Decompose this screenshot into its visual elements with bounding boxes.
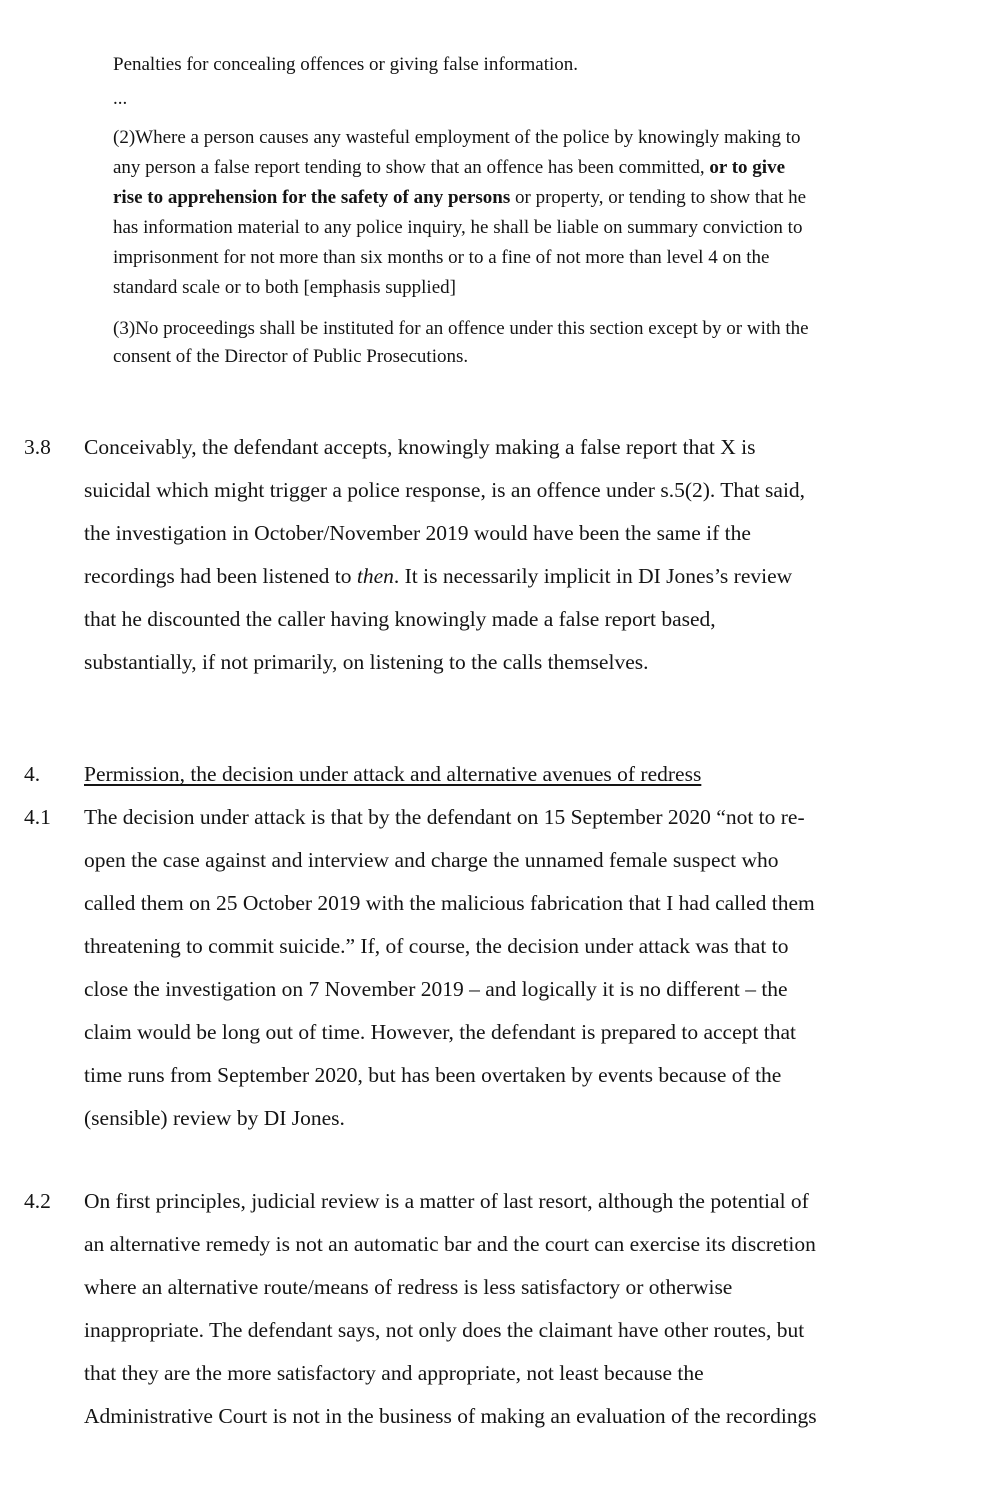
subsection-2-line: standard scale or to both [emphasis supplied]: [113, 277, 456, 298]
subsection-3-text: [113, 315, 943, 371]
subsection-2-plain: or property, or tending to show that he: [510, 187, 807, 208]
paragraph-number: 4.2: [24, 1189, 51, 1213]
paragraph-body: [84, 426, 936, 684]
paragraph-line: Conceivably, the defendant accepts, knowingly making a false report that X is: [84, 435, 756, 459]
subsection-3-line: (3)No proceedings shall be instituted for an offence under this section except by or with the: [113, 318, 809, 339]
subsection-2-line: (2)Where a person causes any wasteful employment of the police by knowingly making to: [113, 127, 801, 148]
statute-section-heading: [113, 50, 943, 80]
paragraph-line: that he discounted the caller having knowingly made a false report based,: [84, 607, 716, 631]
subsection-2-text: [113, 123, 943, 303]
paragraph-line: Administrative Court is not in the business of making an evaluation of the recordings: [84, 1404, 817, 1428]
paragraph-line: suicidal which might trigger a police response, is an offence under s.5(2). That said,: [84, 478, 806, 502]
subsection-2-plain: any person a false report tending to show that an offence has been committed,: [113, 157, 705, 178]
emphasis-bold: or to give: [704, 157, 786, 178]
paragraph-line: [84, 555, 936, 598]
section-heading-body: [84, 753, 936, 796]
paragraph-number: 4.1: [24, 805, 51, 829]
subsection-2-line: has information material to any police inquiry, he shall be liable on summary conviction to: [113, 217, 803, 238]
paragraph-body: [84, 796, 936, 1140]
paragraph-line: threatening to commit suicide.” If, of course, the decision under attack was that to: [84, 934, 789, 958]
paragraph-text: . It is necessarily implicit in DI Jones’s review: [393, 564, 793, 588]
paragraph-line: the investigation in October/November 2019 would have been the same if the: [84, 521, 751, 545]
paragraph-line: (sensible) review by DI Jones.: [84, 1106, 345, 1130]
paragraph-line: On first principles, judicial review is a matter of last resort, although the potential of: [84, 1189, 809, 1213]
paragraph-number: 3.8: [24, 435, 51, 459]
statute-subsection-2: [113, 123, 943, 303]
paragraph-line: an alternative remedy is not an automatic bar and the court can exercise its discretion: [84, 1232, 816, 1256]
statute-heading-text: Penalties for concealing offences or giving false information.: [113, 54, 578, 75]
paragraph-line: substantially, if not primarily, on listening to the calls themselves.: [84, 650, 649, 674]
paragraph-line: The decision under attack is that by the defendant on 15 September 2020 “not to re-: [84, 805, 805, 829]
ellipsis-text: ...: [113, 88, 128, 109]
subsection-2-line: [113, 153, 943, 183]
paragraph-text: recordings had been listened to: [84, 564, 357, 588]
subsection-2-line: imprisonment for not more than six months or to a fine of not more than level 4 on the: [113, 247, 770, 268]
statute-ellipsis: [113, 84, 943, 114]
subsection-3-line: consent of the Director of Public Prosecutions.: [113, 346, 469, 367]
emphasis-bold: rise to apprehension for the safety of any persons: [113, 187, 511, 208]
paragraph-line: inappropriate. The defendant says, not only does the claimant have other routes, but: [84, 1318, 805, 1342]
subsection-2-line: [113, 183, 943, 213]
paragraph-line: time runs from September 2020, but has been overtaken by events because of the: [84, 1063, 782, 1087]
paragraph-line: called them on 25 October 2019 with the malicious fabrication that I had called them: [84, 891, 815, 915]
paragraph-line: that they are the more satisfactory and appropriate, not least because the: [84, 1361, 704, 1385]
paragraph-line: where an alternative route/means of redress is less satisfactory or otherwise: [84, 1275, 733, 1299]
statute-subsection-3: [113, 315, 943, 371]
section-number: 4.: [24, 762, 41, 786]
emphasis-italic: then: [356, 564, 394, 588]
paragraph-line: claim would be long out of time. However, the defendant is prepared to accept that: [84, 1020, 796, 1044]
paragraph-line: open the case against and interview and charge the unnamed female suspect who: [84, 848, 779, 872]
section-heading-text: Permission, the decision under attack and alternative avenues of redress: [84, 762, 702, 786]
paragraph-line: close the investigation on 7 November 2019 – and logically it is no different – the: [84, 977, 788, 1001]
paragraph-body: [84, 1180, 936, 1438]
